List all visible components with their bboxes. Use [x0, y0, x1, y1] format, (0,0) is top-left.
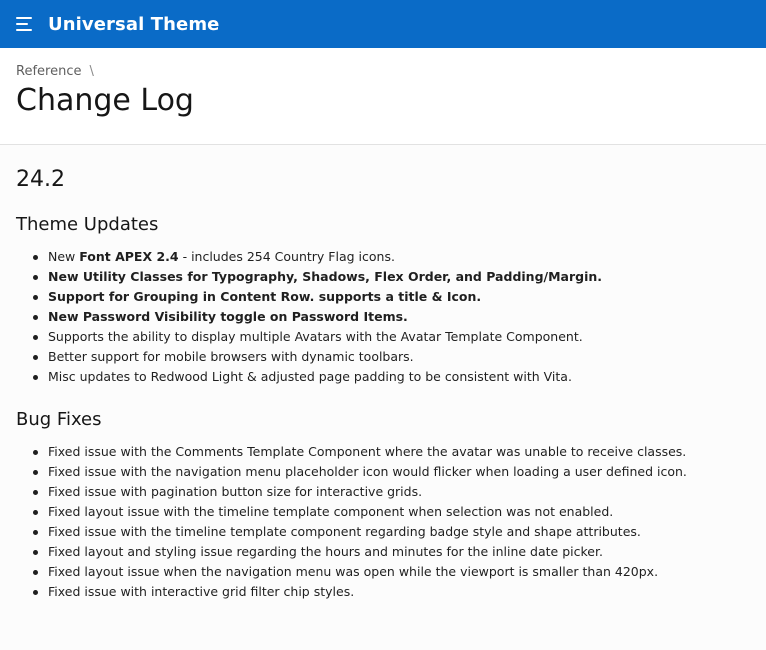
- list-item: Fixed issue with the Comments Template Component where the avatar was unable to receive classes.: [16, 442, 750, 462]
- top-navigation-bar: [0, 0, 766, 48]
- list-item: New Password Visibility toggle on Password Items.: [16, 307, 750, 327]
- bug-fixes-heading: Bug Fixes: [16, 409, 102, 430]
- app-title[interactable]: Universal Theme: [48, 13, 220, 35]
- list-item: Fixed layout and styling issue regarding the hours and minutes for the inline date picker.: [16, 542, 750, 562]
- page-header: [0, 48, 766, 145]
- theme-updates-heading: Theme Updates: [16, 214, 159, 235]
- list-item: Fixed layout issue when the navigation menu was open while the viewport is smaller than 420px.: [16, 562, 750, 582]
- list-item: Fixed issue with the timeline template component regarding badge style and shape attributes.: [16, 522, 750, 542]
- list-item: Misc updates to Redwood Light & adjusted page padding to be consistent with Vita.: [16, 367, 750, 387]
- breadcrumb-separator: \: [89, 64, 94, 79]
- main-content: [0, 145, 766, 602]
- bug-fixes-list: [16, 442, 750, 602]
- list-item: New Utility Classes for Typography, Shadows, Flex Order, and Padding/Margin.: [16, 267, 750, 287]
- menu-bar-line: [16, 23, 28, 25]
- version-heading: 24.2: [16, 167, 65, 192]
- theme-updates-list: [16, 247, 750, 387]
- item-prefix: New: [48, 249, 80, 264]
- item-suffix: - includes 254 Country Flag icons.: [178, 249, 395, 264]
- list-item: Fixed layout issue with the timeline template component when selection was not enabled.: [16, 502, 750, 522]
- breadcrumb-item-reference[interactable]: Reference: [16, 64, 82, 79]
- list-item: Fixed issue with pagination button size for interactive grids.: [16, 482, 750, 502]
- menu-bar-line: [16, 29, 32, 31]
- menu-bar-line: [16, 17, 32, 19]
- breadcrumb: [16, 64, 750, 79]
- list-item: Fixed issue with interactive grid filter chip styles.: [16, 582, 750, 602]
- page-title: Change Log: [16, 83, 194, 118]
- list-item: Better support for mobile browsers with dynamic toolbars.: [16, 347, 750, 367]
- list-item: Support for Grouping in Content Row. supports a title & Icon.: [16, 287, 750, 307]
- list-item: [16, 247, 750, 267]
- list-item: Fixed issue with the navigation menu placeholder icon would flicker when loading a user defined icon.: [16, 462, 750, 482]
- list-item: Supports the ability to display multiple Avatars with the Avatar Template Component.: [16, 327, 750, 347]
- hamburger-menu-icon[interactable]: [16, 16, 40, 32]
- item-bold-text: Font APEX 2.4: [79, 249, 179, 264]
